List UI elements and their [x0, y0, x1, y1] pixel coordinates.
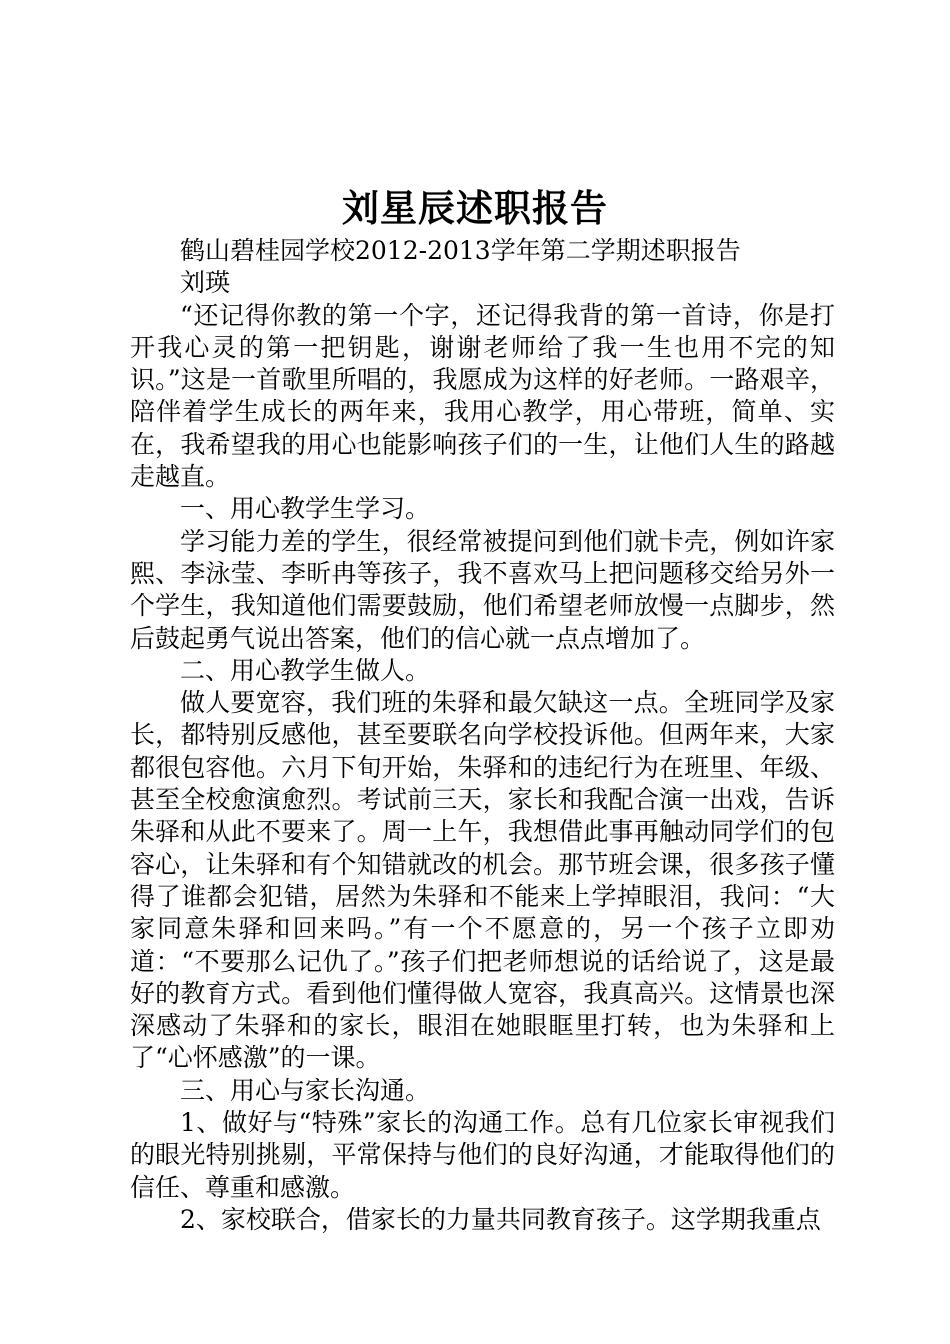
- section-heading-1: 一、用心教学生学习。: [180, 494, 431, 524]
- section-heading-3: 三、用心与家长沟通。: [180, 1075, 431, 1105]
- section-heading-2: 二、用心教学生做人。: [180, 655, 431, 685]
- document-body: [130, 235, 835, 1236]
- section-1-paragraph: 学习能力差的学生，很经常被提问到他们就卡壳，例如许家熙、李泳莹、李昕冉等孩子，我不喜欢马上把问题移交给另外一个学生，我知道他们需要鼓励，他们希望老师放慢一点脚步，然后鼓起勇气说出答案，他们的信心就一点点增加了。: [130, 526, 835, 653]
- section-3-item-2: 2、家校联合，借家长的力量共同教育孩子。这学期我重点: [180, 1204, 821, 1234]
- document-title: 刘星辰述职报告: [342, 186, 608, 230]
- author-line: 刘瑛: [180, 268, 231, 298]
- section-3-item-1: 1、做好与“特殊”家长的沟通工作。总有几位家长审视我们的眼光特别挑剔，平常保持与他们的良好沟通，才能取得他们的信任、尊重和感激。: [130, 1108, 835, 1202]
- section-2-paragraph: 做人要宽容，我们班的朱驿和最欠缺这一点。全班同学及家长，都特别反感他，甚至要联名向学校投诉他。但两年来，大家都很包容他。六月下旬开始，朱驿和的违纪行为在班里、年级、甚至全校愈演愈烈。考试前三天，家长和我配合演一出戏，告诉朱驿和从此不要来了。周一上午，我想借此事再触动同学们的包容心，让朱驿和有个知错就改的机会。那节班会课，很多孩子懂得了谁都会犯错，居然为朱驿和不能来上学掉眼泪，我问：“大家同意朱驿和回来吗。”有一个不愿意的，另一个孩子立即劝道：“不要那么记仇了。”孩子们把老师想说的话给说了，这是最好的教育方式。看到他们懂得做人宽容，我真高兴。这情景也深深感动了朱驿和的家长，眼泪在她眼眶里打转，也为朱驿和上了“心怀感激”的一课。: [130, 688, 835, 1073]
- subtitle-line: 鹤山碧桂园学校2012-2013学年第二学期述职报告: [180, 236, 741, 265]
- intro-paragraph: “还记得你教的第一个字，还记得我背的第一首诗，你是打开我心灵的第一把钥匙，谢谢老师给了我一生也用不完的知识。”这是一首歌里所唱的，我愿成为这样的好老师。一路艰辛，陪伴着学生成长的两年来，我用心教学，用心带班，简单、实在，我希望我的用心也能影响孩子们的一生，让他们人生的路越走越直。: [130, 300, 835, 492]
